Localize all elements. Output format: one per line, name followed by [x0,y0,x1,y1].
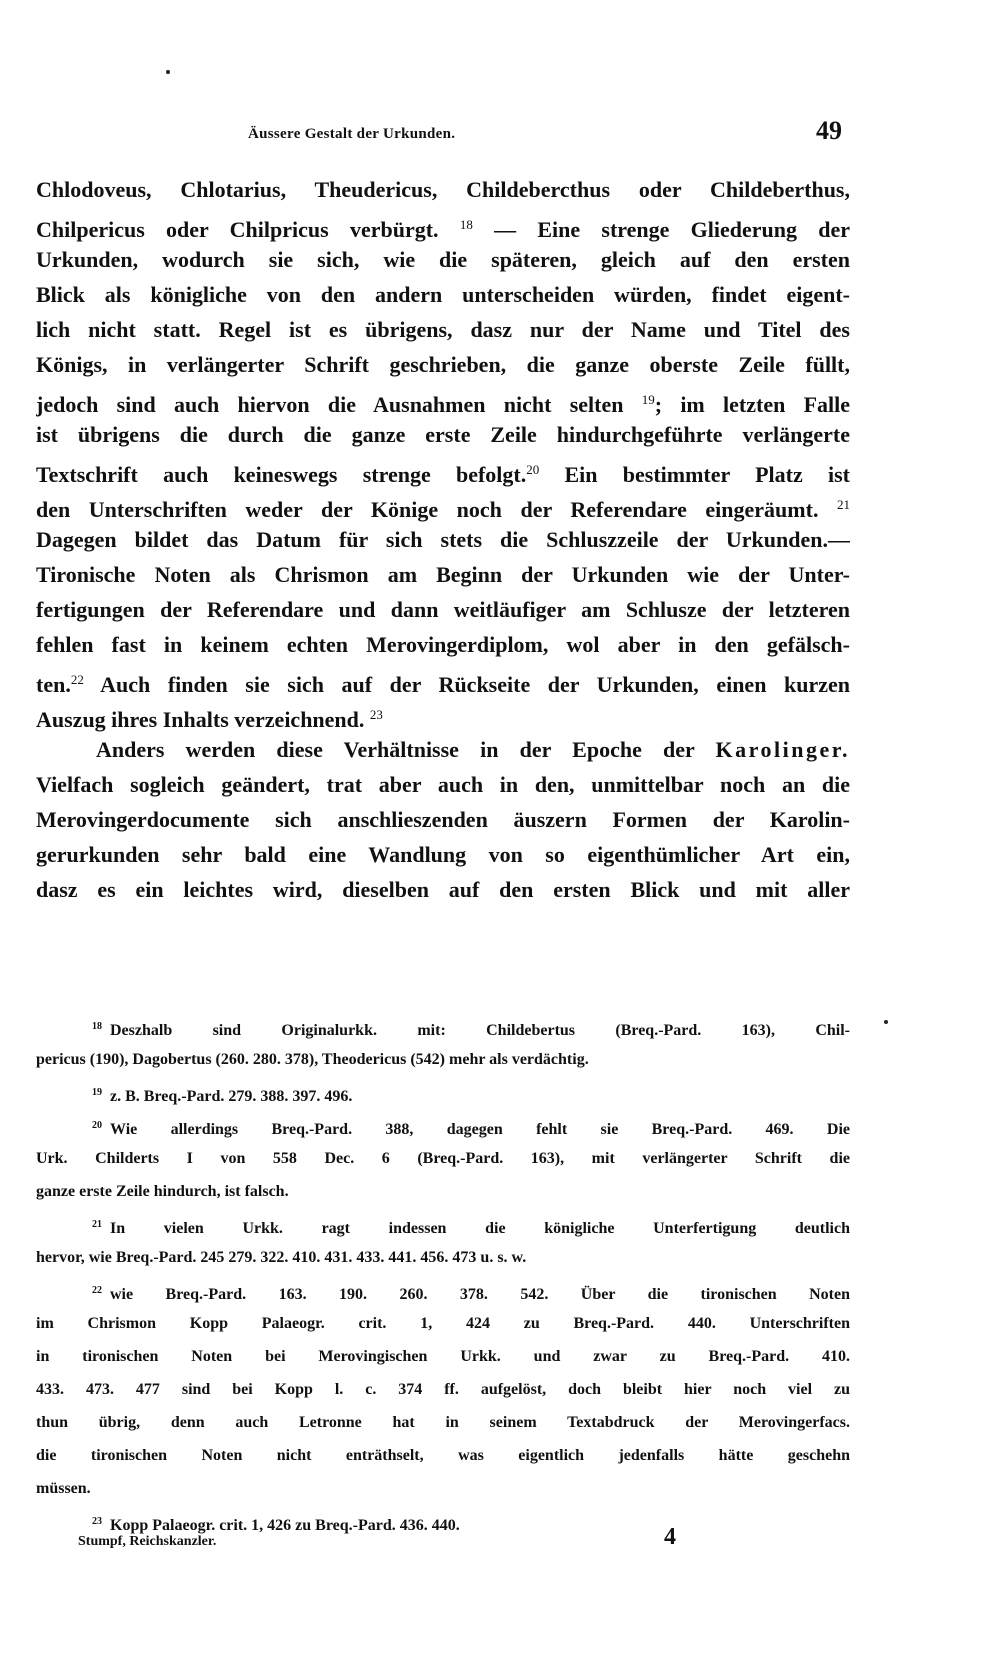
text-line: lich nicht statt. Regel ist es übrigens, dasz nur der Name und Titel des [36,317,850,342]
text-line: Dagegen bildet das Datum für sich stets die Schluszzeile der Urkunden.— [36,527,850,552]
footnote-20 [36,1109,850,1208]
footnote-mark: 22 [92,1285,102,1296]
text-line: Anders werden diese Verhältnisse in der Epoche der Karolinger. [96,737,850,762]
footnote-line: $^{19}$ z. B. Breq.-Pard. 279. 388. 397. 496. [92,1087,353,1105]
footnote-mark: 18 [92,1021,102,1032]
text-line: fehlen fast in keinem echten Merovingerdiplom, wol aber in den gefälsch- [36,632,850,657]
footnote-18 [36,1010,850,1076]
sheet-number: 4 [664,1524,676,1550]
text-line: fertigungen der Referendare und dann weitläufiger am Schlusze der letzteren [36,597,850,622]
running-title: Äussere Gestalt der Urkunden. [248,126,456,142]
text-line: Tironische Noten als Chrismon am Beginn der Urkunden wie der Unter- [36,562,850,587]
text-line: Blick als königliche von den andern unterscheiden würden, findet eigent- [36,282,850,307]
footnote-line: hervor, wie Breq.-Pard. 245 279. 322. 410. 431. 433. 441. 456. 473 u. s. w. [36,1249,527,1266]
footnote-line: die tironischen Noten nicht enträthselt, was eigentlich jedenfalls hätte geschehn [36,1447,850,1464]
page-number: 49 [816,116,842,145]
footnote-line: 433. 473. 477 sind bei Kopp l. c. 374 ff. aufgelöst, doch bleibt hier noch viel zu [36,1381,850,1398]
text-line: ten.$^{22}$ Auch finden sie sich auf der Rückseite der Urkunden, einen kurzen [36,672,850,697]
footnote-line: ganze erste Zeile hindurch, ist falsch. [36,1183,289,1200]
footnote-ref[interactable]: 20 [526,462,540,477]
footnote-line: Urk. Childerts I von 558 Dec. 6 (Breq.-Pard. 163), mit verlängerter Schrift die [36,1150,850,1167]
footnote-line: müssen. [36,1480,91,1497]
footnote-ref[interactable]: 23 [369,707,383,722]
footnote-mark: 19 [92,1087,102,1098]
text-line: Chilpericus oder Chilpricus verbürgt. $^{18}$ — Eine strenge Gliederung der [36,217,850,242]
footnote-ref[interactable]: 21 [837,497,850,512]
paragraph-2 [36,732,850,907]
footnote-mark: 21 [92,1219,102,1230]
paragraph-1 [36,172,850,732]
page-header [40,116,842,152]
footnote-line: in tironischen Noten bei Merovingischen Urkk. und zwar zu Breq.-Pard. 410. [36,1348,850,1365]
footnote-19 [36,1076,850,1109]
text-line: Textschrift auch keineswegs strenge befolgt.$^{20}$ Ein bestimmter Platz ist [36,462,850,487]
text-line: Vielfach sogleich geändert, trat aber auch in den, unmittelbar noch an die [36,772,850,797]
text-line: ist übrigens die durch die ganze erste Zeile hindurchgeführte verlängerte [36,422,850,447]
emphasized-term: Karolinger. [715,737,850,762]
footnote-line: $^{22}$ wie Breq.-Pard. 163. 190. 260. 378. 542. Über die tironischen Noten [92,1285,850,1303]
text-line: Merovingerdocumente sich anschlieszenden äuszern Formen der Karolin- [36,807,850,832]
body-text [36,172,850,907]
ink-speck [884,1020,888,1024]
text-line: Auszug ihres Inhalts verzeichnend. $^{23}$ [36,707,383,732]
footnote-ref[interactable]: 22 [70,672,84,687]
footnote-line: $^{18}$ Deszhalb sind Originalurkk. mit: Childebertus (Breq.-Pard. 163), Chil- [92,1021,850,1039]
footnote-21 [36,1208,850,1274]
ink-speck [166,70,170,74]
footnote-mark: 23 [92,1516,102,1527]
text-line: gerurkunden sehr bald eine Wandlung von so eigenthümlicher Art ein, [36,842,850,867]
footnote-line: pericus (190), Dagobertus (260. 280. 378), Theodericus (542) mehr als verdächtig. [36,1051,589,1068]
text-line: den Unterschriften weder der Könige noch der Referendare eingeräumt. $^{21}$ [36,497,850,522]
footnote-22 [36,1274,850,1505]
text-line: Königs, in verlängerter Schrift geschrieben, die ganze oberste Zeile füllt, [36,352,850,377]
footnote-line: $^{21}$ In vielen Urkk. ragt indessen die königliche Unterfertigung deutlich [92,1219,850,1237]
footnote-mark: 20 [92,1120,102,1131]
footnote-line: $^{23}$ Kopp Palaeogr. crit. 1, 426 zu Breq.-Pard. 436. 440. [92,1516,460,1534]
text-line: dasz es ein leichtes wird, dieselben auf den ersten Blick und mit aller [36,877,850,902]
footnote-ref[interactable]: 19 [641,392,655,407]
footnote-ref[interactable]: 18 [459,217,473,232]
printer-signature: Stumpf, Reichskanzler. [78,1534,217,1549]
text-line: Urkunden, wodurch sie sich, wie die späteren, gleich auf den ersten [36,247,850,272]
text-line: Chlodoveus, Chlotarius, Theudericus, Childebercthus oder Childeberthus, [36,177,850,202]
footnote-line: thun übrig, denn auch Letronne hat in seinem Textabdruck der Merovingerfacs. [36,1414,850,1431]
page-footer [40,1526,840,1566]
footnote-line: im Chrismon Kopp Palaeogr. crit. 1, 424 zu Breq.-Pard. 440. Unterschriften [36,1315,850,1332]
footnotes [36,1010,850,1538]
text-line: jedoch sind auch hiervon die Ausnahmen nicht selten $^{19}$; im letzten Falle [36,392,850,417]
footnote-line: $^{20}$ Wie allerdings Breq.-Pard. 388, dagegen fehlt sie Breq.-Pard. 469. Die [92,1120,850,1138]
